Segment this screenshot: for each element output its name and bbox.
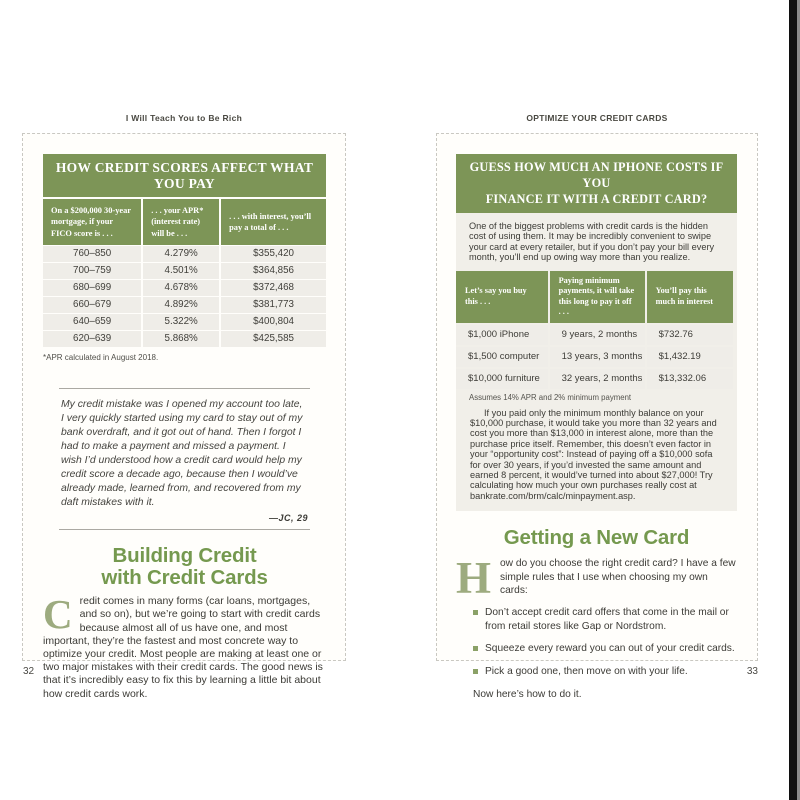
paragraph-text: redit comes in many forms (car loans, mortgages, and so on), but we’re going to start with credit cards because almost all of us have one, and most important, they’re the fastest and most concrete way to optimize your credit. Most people are making at least one or two major mistakes with their credit cards. The good news is that it’s incredibly easy to fix this by learning a little bit about how credit cards work. xyxy=(43,595,323,700)
apr-value: 4.279% xyxy=(143,246,219,262)
column-header: Paying minimum payments, it will take this long to pay it off . . . xyxy=(550,271,645,323)
interest-paid: $13,332.06 xyxy=(647,369,733,389)
minimum-payment-table-header-row xyxy=(456,271,737,323)
page-number-left: 32 xyxy=(23,666,35,677)
credit-score-table-title: HOW CREDIT SCORES AFFECT WHAT YOU PAY xyxy=(43,154,326,197)
fico-range: 620–639 xyxy=(43,331,141,347)
page-number-right: 33 xyxy=(746,666,758,677)
credit-score-table-header-row xyxy=(43,199,326,245)
apr-value: 5.322% xyxy=(143,314,219,330)
table-row xyxy=(43,314,326,330)
section-heading-building-credit xyxy=(43,545,326,589)
list-item xyxy=(473,642,737,655)
fico-range: 680–699 xyxy=(43,280,141,296)
total-paid: $381,773 xyxy=(221,297,326,313)
list-item-text: Squeeze every reward you can out of your credit cards. xyxy=(485,643,735,655)
total-paid: $425,585 xyxy=(221,331,326,347)
square-bullet-icon xyxy=(473,610,478,615)
total-paid: $364,856 xyxy=(221,263,326,279)
paragraph-text: ow do you choose the right credit card? I have a few simple rules that I use when choosing my own cards: xyxy=(500,558,736,597)
fico-range: 760–850 xyxy=(43,246,141,262)
apr-value: 4.892% xyxy=(143,297,219,313)
interest-paid: $1,432.19 xyxy=(647,347,733,367)
apr-value: 4.501% xyxy=(143,263,219,279)
table-row xyxy=(43,246,326,262)
list-item-text: Don’t accept credit card offers that come in the mail or from retail stores like Gap or Nordstrom. xyxy=(485,607,729,632)
purchase-item: $10,000 furniture xyxy=(456,369,548,389)
quote-text: My credit mistake was I opened my account too late, I very quickly started using my card to stay out of my bank overdraft, and it got out of hand. Then I forgot I had to make a payment and missed a payment. I wish I’d understood how a credit card would help my credit score a decade ago, because then I would’ve already made, learned from, and recovered from my daft mistakes with it. xyxy=(61,399,303,509)
payoff-time: 32 years, 2 months xyxy=(550,369,645,389)
payoff-time: 13 years, 3 months xyxy=(550,347,645,367)
table-row xyxy=(43,331,326,347)
reader-quote xyxy=(59,388,310,530)
finance-box-panel xyxy=(456,213,737,512)
iphone-finance-box xyxy=(456,154,737,511)
interest-paid: $732.76 xyxy=(647,325,733,345)
finance-box-intro: One of the biggest problems with credit cards is the hidden cost of using them. It may be incredibly convenient to swipe your card at every retailer, but if you don’t pay your bill every month, you’ll end up owing way more than you realize. xyxy=(469,220,715,263)
list-item-text: Pick a good one, then move on with your life. xyxy=(485,665,688,677)
title-line: FINANCE IT WITH A CREDIT CARD? xyxy=(485,192,708,207)
finance-box-body: If you paid only the minimum monthly balance on your $10,000 purchase, it would take you more than 32 years and cost you more than $13,000 in interest alone, more than the purchase price itself. Remember, this doesn’t even factor in your “opportunity cost”: Instead of paying off a $10,000 sofa for over 30 years, if you’d invested the same amount and earned 8 percent, it would’ve turned into about $27,000! Try calculating how much your own purchases really cost at bankrate.com/brm/calc/minpayment.asp. xyxy=(470,407,717,501)
apr-value: 5.868% xyxy=(143,331,219,347)
credit-score-table xyxy=(43,154,326,362)
purchase-item: $1,500 computer xyxy=(456,347,548,367)
fico-range: 660–679 xyxy=(43,297,141,313)
column-header: . . . with interest, you’ll pay a total of . . . xyxy=(221,199,326,245)
column-header: You’ll pay this much in interest xyxy=(647,271,733,323)
finance-box-title xyxy=(456,154,737,213)
list-item xyxy=(473,606,737,633)
heading-line: Building Credit xyxy=(112,544,257,568)
section-body xyxy=(43,591,326,701)
title-line: GUESS HOW MUCH AN IPHONE COSTS IF YOU xyxy=(469,160,724,191)
table-row xyxy=(456,347,737,367)
running-head-left: I Will Teach You to Be Rich xyxy=(125,113,243,123)
column-header: Let’s say you buy this . . . xyxy=(456,271,548,323)
running-head-right: OPTIMIZE YOUR CREDIT CARDS xyxy=(526,113,668,123)
column-header: On a $200,000 30-year mortgage, if your FICO score is . . . xyxy=(43,199,141,245)
table-row xyxy=(456,325,737,345)
table-row xyxy=(43,263,326,279)
minimum-payment-table xyxy=(456,271,737,389)
total-paid: $400,804 xyxy=(221,314,326,330)
table-row xyxy=(43,280,326,296)
table-footnote: *APR calculated in August 2018. xyxy=(43,353,159,363)
table-row xyxy=(456,369,737,389)
apr-value: 4.678% xyxy=(143,280,219,296)
fico-range: 700–759 xyxy=(43,263,141,279)
photo-edge-shadow xyxy=(789,0,797,800)
total-paid: $372,468 xyxy=(221,280,326,296)
section-heading-getting-new-card: Getting a New Card xyxy=(503,526,690,550)
table-row xyxy=(43,297,326,313)
page-right xyxy=(436,133,758,701)
column-header: . . . your APR* (interest rate) will be . . . xyxy=(143,199,219,245)
payoff-time: 9 years, 2 months xyxy=(550,325,645,345)
heading-line: with Credit Cards xyxy=(101,566,268,590)
quote-attribution: —JC, 29 xyxy=(268,513,308,524)
drop-cap-letter: H xyxy=(456,553,492,604)
section-body xyxy=(456,553,737,604)
page-left xyxy=(22,133,346,700)
fico-range: 640–659 xyxy=(43,314,141,330)
total-paid: $355,420 xyxy=(221,246,326,262)
purchase-item: $1,000 iPhone xyxy=(456,325,548,345)
square-bullet-icon xyxy=(473,646,478,651)
closing-line: Now here’s how to do it. xyxy=(473,689,582,701)
table-footnote: Assumes 14% APR and 2% minimum payment xyxy=(469,392,632,402)
drop-cap-letter: C xyxy=(43,591,73,638)
